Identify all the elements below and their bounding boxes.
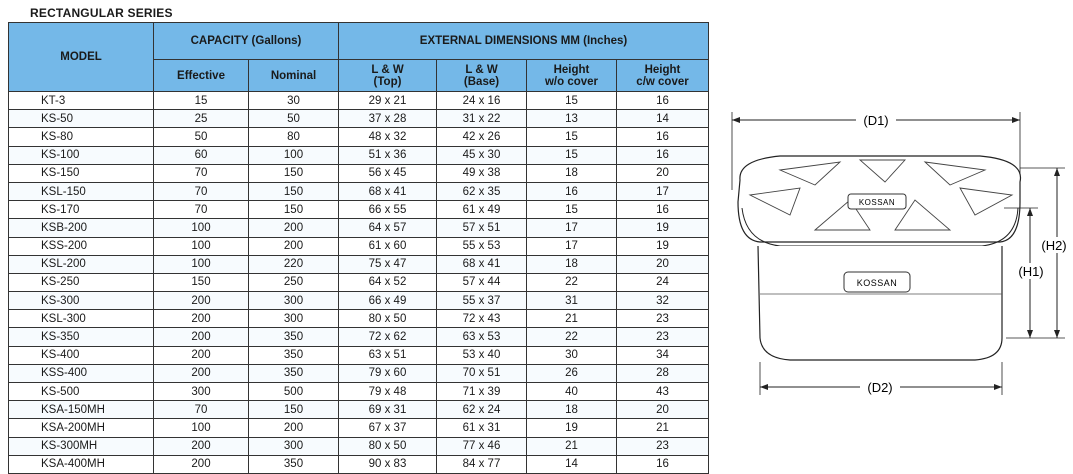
lw-base-cell: 24 x 16 <box>437 92 527 110</box>
d1-arrow-left <box>732 117 740 123</box>
lw-base-cell: 63 x 53 <box>437 328 527 346</box>
effective-cell: 15 <box>154 92 249 110</box>
height-wo-cover-cell: 15 <box>527 92 617 110</box>
nominal-cell: 200 <box>249 219 339 237</box>
lw-base-cell: 49 x 38 <box>437 164 527 182</box>
height-cw-cover-cell: 23 <box>617 328 709 346</box>
nominal-cell: 300 <box>249 310 339 328</box>
nominal-cell: 350 <box>249 346 339 364</box>
effective-cell: 200 <box>154 437 249 455</box>
nominal-cell: 350 <box>249 328 339 346</box>
lw-top-header <box>339 60 437 92</box>
lw-base-cell: 72 x 43 <box>437 310 527 328</box>
table-row <box>9 255 709 273</box>
tank-body <box>758 246 1002 360</box>
d2-arrow-left <box>760 384 768 390</box>
height-wo-cover-cell: 16 <box>527 182 617 200</box>
d1-arrow-right <box>1012 117 1020 123</box>
table-row <box>9 455 709 473</box>
lw-base-cell: 61 x 49 <box>437 201 527 219</box>
effective-cell: 200 <box>154 310 249 328</box>
height-cw-cover-cell: 16 <box>617 455 709 473</box>
d2-label: (D2) <box>867 380 893 395</box>
effective-cell: 200 <box>154 455 249 473</box>
height-cw-cover-cell: 21 <box>617 419 709 437</box>
lw-top-cell: 90 x 83 <box>339 455 437 473</box>
nominal-cell: 80 <box>249 128 339 146</box>
effective-header: Effective <box>154 60 249 92</box>
height-wo-cover-cell: 30 <box>527 346 617 364</box>
table-row <box>9 346 709 364</box>
model-cell: KS-80 <box>9 128 154 146</box>
nominal-cell: 30 <box>249 92 339 110</box>
lw-top-cell: 48 x 32 <box>339 128 437 146</box>
table-row <box>9 182 709 200</box>
lw-top-header-line2: (Top) <box>373 75 402 88</box>
tank-diagram <box>720 90 1070 410</box>
effective-cell: 70 <box>154 401 249 419</box>
nominal-cell: 250 <box>249 273 339 291</box>
height-wo-cover-cell: 19 <box>527 419 617 437</box>
height-wo-cover-cell: 17 <box>527 219 617 237</box>
h1-label: (H1) <box>1018 264 1044 279</box>
lw-top-cell: 68 x 41 <box>339 182 437 200</box>
table-row <box>9 364 709 382</box>
nominal-cell: 100 <box>249 146 339 164</box>
lw-top-cell: 63 x 51 <box>339 346 437 364</box>
lw-top-cell: 79 x 48 <box>339 383 437 401</box>
height-wo-cover-cell: 15 <box>527 146 617 164</box>
lw-top-cell: 69 x 31 <box>339 401 437 419</box>
height-cw-cover-cell: 32 <box>617 292 709 310</box>
model-cell: KT-3 <box>9 92 154 110</box>
effective-cell: 25 <box>154 110 249 128</box>
effective-cell: 200 <box>154 364 249 382</box>
lw-base-cell: 31 x 22 <box>437 110 527 128</box>
lw-base-cell: 57 x 44 <box>437 273 527 291</box>
height-cw-cover-cell: 16 <box>617 92 709 110</box>
table-row <box>9 292 709 310</box>
table-row <box>9 437 709 455</box>
lw-base-cell: 70 x 51 <box>437 364 527 382</box>
effective-cell: 100 <box>154 255 249 273</box>
model-cell: KS-300 <box>9 292 154 310</box>
lw-top-cell: 80 x 50 <box>339 310 437 328</box>
nominal-cell: 300 <box>249 292 339 310</box>
series-title: RECTANGULAR SERIES <box>30 6 173 20</box>
height-cw-cover-cell: 28 <box>617 364 709 382</box>
height-cw-cover-cell: 20 <box>617 255 709 273</box>
table-row <box>9 310 709 328</box>
height-wo-cover-cell: 26 <box>527 364 617 382</box>
height-wo-cover-cell: 18 <box>527 401 617 419</box>
effective-cell: 100 <box>154 219 249 237</box>
effective-cell: 200 <box>154 346 249 364</box>
model-cell: KS-350 <box>9 328 154 346</box>
lw-base-cell: 53 x 40 <box>437 346 527 364</box>
d2-arrow-right <box>994 384 1002 390</box>
model-cell: KSS-400 <box>9 364 154 382</box>
effective-cell: 150 <box>154 273 249 291</box>
lw-top-header-line1: L & W <box>371 63 404 76</box>
nominal-cell: 150 <box>249 182 339 200</box>
model-cell: KSL-200 <box>9 255 154 273</box>
effective-cell: 70 <box>154 182 249 200</box>
height-cw-cover-cell: 23 <box>617 310 709 328</box>
lw-base-cell: 42 x 26 <box>437 128 527 146</box>
lw-top-cell: 29 x 21 <box>339 92 437 110</box>
model-cell: KS-170 <box>9 201 154 219</box>
height-wo-cover-cell: 31 <box>527 292 617 310</box>
table-row <box>9 219 709 237</box>
table-row <box>9 92 709 110</box>
h2-arrow-bottom <box>1054 330 1060 338</box>
lw-top-cell: 80 x 50 <box>339 437 437 455</box>
height-cw-cover-line2: c/w cover <box>636 75 689 88</box>
table-body <box>9 92 709 474</box>
table-row <box>9 273 709 291</box>
lw-base-cell: 68 x 41 <box>437 255 527 273</box>
height-cw-cover-cell: 16 <box>617 146 709 164</box>
lw-top-cell: 66 x 55 <box>339 201 437 219</box>
effective-cell: 300 <box>154 383 249 401</box>
height-cw-cover-cell: 19 <box>617 219 709 237</box>
table-row <box>9 237 709 255</box>
lid-brand-text: KOSSAN <box>858 198 896 207</box>
model-cell: KS-100 <box>9 146 154 164</box>
effective-cell: 200 <box>154 328 249 346</box>
lw-base-cell: 61 x 31 <box>437 419 527 437</box>
lw-top-cell: 64 x 52 <box>339 273 437 291</box>
nominal-cell: 150 <box>249 201 339 219</box>
lw-base-cell: 62 x 24 <box>437 401 527 419</box>
nominal-cell: 150 <box>249 401 339 419</box>
height-wo-cover-cell: 14 <box>527 455 617 473</box>
lw-top-cell: 61 x 60 <box>339 237 437 255</box>
nominal-cell: 200 <box>249 419 339 437</box>
nominal-cell: 50 <box>249 110 339 128</box>
height-cw-cover-line1: Height <box>644 63 681 76</box>
height-wo-cover-cell: 17 <box>527 237 617 255</box>
table-row <box>9 110 709 128</box>
lw-top-cell: 66 x 49 <box>339 292 437 310</box>
lw-top-cell: 67 x 37 <box>339 419 437 437</box>
spec-table <box>8 22 709 474</box>
model-cell: KSA-200MH <box>9 419 154 437</box>
table-row <box>9 128 709 146</box>
effective-cell: 100 <box>154 419 249 437</box>
lw-base-header-line2: (Base) <box>463 75 500 88</box>
height-wo-cover-cell: 18 <box>527 164 617 182</box>
table-row <box>9 419 709 437</box>
nominal-cell: 220 <box>249 255 339 273</box>
height-wo-cover-cell: 15 <box>527 128 617 146</box>
lw-base-header-line1: L & W <box>465 63 498 76</box>
effective-cell: 60 <box>154 146 249 164</box>
height-cw-cover-cell: 23 <box>617 437 709 455</box>
table-row <box>9 401 709 419</box>
model-header: MODEL <box>9 23 154 92</box>
height-cw-cover-cell: 43 <box>617 383 709 401</box>
model-cell: KSA-400MH <box>9 455 154 473</box>
lw-base-cell: 45 x 30 <box>437 146 527 164</box>
height-wo-cover-cell: 40 <box>527 383 617 401</box>
lw-top-cell: 75 x 47 <box>339 255 437 273</box>
model-cell: KSA-150MH <box>9 401 154 419</box>
model-cell: KS-400 <box>9 346 154 364</box>
nominal-cell: 300 <box>249 437 339 455</box>
model-cell: KS-250 <box>9 273 154 291</box>
model-cell: KSL-300 <box>9 310 154 328</box>
lw-base-cell: 77 x 46 <box>437 437 527 455</box>
height-wo-cover-cell: 15 <box>527 201 617 219</box>
nominal-cell: 350 <box>249 455 339 473</box>
capacity-header: CAPACITY (Gallons) <box>154 23 339 60</box>
lw-top-cell: 51 x 36 <box>339 146 437 164</box>
effective-cell: 70 <box>154 164 249 182</box>
effective-cell: 100 <box>154 237 249 255</box>
effective-cell: 200 <box>154 292 249 310</box>
model-cell: KS-50 <box>9 110 154 128</box>
model-cell: KSL-150 <box>9 182 154 200</box>
lw-top-cell: 37 x 28 <box>339 110 437 128</box>
height-wo-cover-cell: 22 <box>527 328 617 346</box>
effective-cell: 50 <box>154 128 249 146</box>
lw-base-cell: 62 x 35 <box>437 182 527 200</box>
height-wo-cover-cell: 13 <box>527 110 617 128</box>
lw-top-cell: 79 x 60 <box>339 364 437 382</box>
height-wo-cover-header <box>527 60 617 92</box>
table-row <box>9 383 709 401</box>
external-dimensions-header: EXTERNAL DIMENSIONS MM (Inches) <box>339 23 709 60</box>
lw-base-header <box>437 60 527 92</box>
h2-arrow-top <box>1054 168 1060 176</box>
effective-cell: 70 <box>154 201 249 219</box>
nominal-cell: 200 <box>249 237 339 255</box>
nominal-header: Nominal <box>249 60 339 92</box>
lw-top-cell: 56 x 45 <box>339 164 437 182</box>
height-cw-cover-cell: 16 <box>617 201 709 219</box>
height-cw-cover-cell: 19 <box>617 237 709 255</box>
height-cw-cover-header <box>617 60 709 92</box>
height-cw-cover-cell: 14 <box>617 110 709 128</box>
height-cw-cover-cell: 16 <box>617 128 709 146</box>
height-wo-cover-cell: 21 <box>527 310 617 328</box>
height-wo-cover-line2: w/o cover <box>544 75 599 88</box>
table-row <box>9 328 709 346</box>
h1-arrow-top <box>1027 208 1033 216</box>
nominal-cell: 500 <box>249 383 339 401</box>
height-wo-cover-line1: Height <box>553 63 590 76</box>
table-row <box>9 146 709 164</box>
lw-top-cell: 72 x 62 <box>339 328 437 346</box>
height-wo-cover-cell: 21 <box>527 437 617 455</box>
body-brand-text: KOSSAN <box>856 278 898 288</box>
model-cell: KSB-200 <box>9 219 154 237</box>
nominal-cell: 350 <box>249 364 339 382</box>
model-cell: KS-300MH <box>9 437 154 455</box>
height-cw-cover-cell: 17 <box>617 182 709 200</box>
height-cw-cover-cell: 24 <box>617 273 709 291</box>
height-wo-cover-cell: 22 <box>527 273 617 291</box>
model-cell: KSS-200 <box>9 237 154 255</box>
h1-arrow-bottom <box>1027 330 1033 338</box>
h2-label: (H2) <box>1041 238 1067 253</box>
lw-base-cell: 57 x 51 <box>437 219 527 237</box>
nominal-cell: 150 <box>249 164 339 182</box>
lw-base-cell: 55 x 53 <box>437 237 527 255</box>
height-cw-cover-cell: 34 <box>617 346 709 364</box>
lw-top-cell: 64 x 57 <box>339 219 437 237</box>
height-wo-cover-cell: 18 <box>527 255 617 273</box>
table-row <box>9 201 709 219</box>
d1-label: (D1) <box>863 113 889 128</box>
lw-base-cell: 71 x 39 <box>437 383 527 401</box>
height-cw-cover-cell: 20 <box>617 401 709 419</box>
height-cw-cover-cell: 20 <box>617 164 709 182</box>
model-cell: KS-500 <box>9 383 154 401</box>
table-row <box>9 164 709 182</box>
lw-base-cell: 55 x 37 <box>437 292 527 310</box>
model-cell: KS-150 <box>9 164 154 182</box>
lw-base-cell: 84 x 77 <box>437 455 527 473</box>
